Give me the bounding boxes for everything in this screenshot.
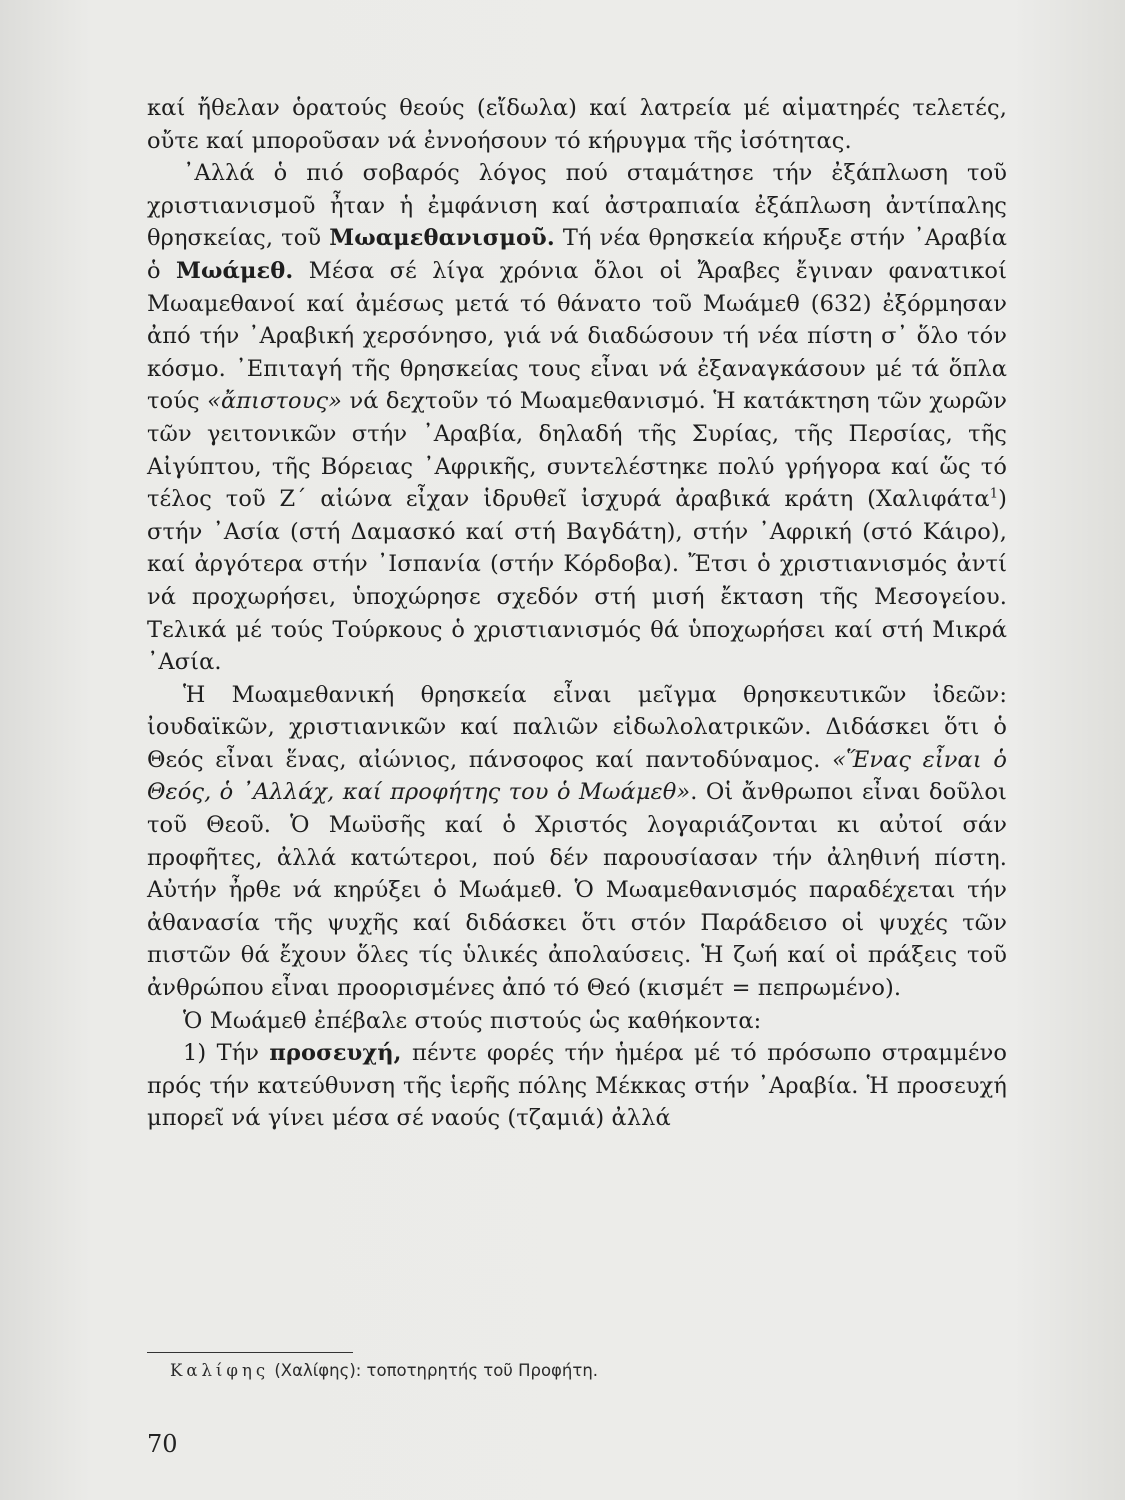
body-text [147,92,1007,1135]
page-number: 70 [147,1430,178,1458]
text-run: πέντε φορές τήν ἡμέρα μέ τό πρόσωπο στραμμένο πρός τήν κατεύθυνση τῆς ἱερῆς πόλης Μέκκας στήν ᾿Αραβία. Ἡ προσευχή μπορεῖ νά γίνει μέσα σέ ναούς (τζαμιά) ἀλλά [147,1040,1008,1132]
text-run: 1) Τήν [183,1040,270,1067]
text-run: καί ἤθελαν ὁρατούς θεούς (εἴδωλα) καί λατρεία μέ αἱματηρές τελετές, οὔτε καί μποροῦσαν νά ἐννοήσουν τό κήρυγμα τῆς ἰσότητας. [147,95,1007,154]
paragraph-5 [147,1037,1007,1135]
italic-quote: «Ἕνας εἶναι ὁ Θεός, ὁ ᾿Αλλάχ, καί προφήτης του ὁ Μωάμεθ» [147,746,1007,806]
footnote [170,1359,990,1383]
text-run: νά δεχτοῦν τό Μωαμεθανισμό. Ἡ κατάκτηση τῶν χωρῶν τῶν γειτονικῶν στήν ᾿Αραβία, δηλαδή τῆς Συρίας, τῆς Περσίας, τῆς Αἰγύπτου, τῆς Βόρειας ᾿Αφρικῆς, συντελέστηκε πολύ γρήγορα καί ὥς τό τέλος τοῦ Ζ΄ αἰώνα εἶχαν ἱδρυθεῖ ἰσχυρά ἀραβικά κράτη (Χαλιφάτα [147,388,1007,513]
text-run: ᾿Αλλά ὁ πιό σοβαρός λόγος πού σταμάτησε τήν ἐξάπλωση τοῦ χριστιανισμοῦ ἦταν ἡ ἐμφάνιση καί ἀστραπιαία ἐξάπλωση ἀντίπαλης θρησκείας, τοῦ [147,160,1007,252]
text-run: Τή νέα θρησκεία κήρυξε στήν ᾿Αραβία ὁ [147,225,1007,284]
bold-term: προσευχή, [269,1040,402,1067]
text-run: Μέσα σέ λίγα χρόνια ὅλοι οἱ Ἄραβες ἔγιναν φανατικοί Μωαμεθανοί καί ἀμέσως μετά τό θάνατο τοῦ Μωάμεθ (632) ἐξόρμησαν ἀπό τήν ᾿Αραβική χερσόνησο, γιά νά διαδώσουν τή νέα πίστη σ᾿ ὅλο τόν κόσμο. ᾿Επιταγή τῆς θρησκείας τους εἶναι νά ἐξαναγκάσουν μέ τά ὅπλα τούς [147,257,1007,415]
text-run: Ὁ Μωάμεθ ἐπέβαλε στούς πιστούς ὡς καθήκοντα: [183,1007,762,1034]
text-run: Ἡ Μωαμεθανική θρησκεία εἶναι μεῖγμα θρησκευτικῶν ἰδεῶν: ἰουδαϊκῶν, χριστιανικῶν καί παλιῶν εἰδωλολατρικῶν. Διδάσκει ὅτι ὁ Θεός εἶναι ἕνας, αἰώνιος, πάνσοφος καί παντοδύναμος. [147,681,1007,773]
italic-quote: «ἄπιστους» [207,388,343,415]
paragraph-3 [147,679,1007,1005]
paragraph-2 [147,157,1007,679]
text-run: ) στήν ᾿Ασία (στή Δαμασκό καί στή Βαγδάτη), στήν ᾿Αφρική (στό Κάιρο), καί ἀργότερα στήν ᾿Ισπανία (στήν Κόρδοβα). Ἔτσι ὁ χριστιανισμός ἀντί νά προχωρήσει, ὑποχώρησε σχεδόν στή μισή ἔκταση τῆς Μεσογείου. Τελικά μέ τούς Τούρκους ὁ χριστιανισμός θά ὑποχωρήσει καί στή Μικρά ᾿Ασία. [147,486,1007,676]
paragraph-4 [147,1005,1007,1038]
footnote-term: Καλίφης [170,1361,270,1380]
footnote-divider [147,1352,353,1353]
bold-term: Μωάμεθ. [176,257,294,284]
text-run: . Οἱ ἄνθρωποι εἶναι δοῦλοι τοῦ Θεοῦ. Ὁ Μωϋσῆς καί ὁ Χριστός λογαριάζονται κι αὐτοί σάν προφῆτες, ἀλλά κατώτεροι, πού δέν παρουσίασαν τήν ἀληθινή πίστη. Αὐτήν ἦρθε νά κηρύξει ὁ Μωάμεθ. Ὁ Μωαμεθανισμός παραδέχεται τήν ἀθανασία τῆς ψυχῆς καί διδάσκει ὅτι στόν Παράδεισο οἱ ψυχές τῶν πιστῶν θά ἔχουν ὅλες τίς ὑλικές ἀπολαύσεις. Ἡ ζωή καί οἱ πράξεις τοῦ ἀνθρώπου εἶναι προορισμένες ἀπό τό Θεό (κισμέτ = πεπρωμένο). [147,779,1007,1002]
footnote-marker: 1 [989,486,999,502]
bold-term: Μωαμεθανισμοῦ. [329,225,555,252]
footnote-definition: (Χαλίφης): τοποτηρητής τοῦ Προφήτη. [269,1361,599,1380]
paragraph-1 [147,92,1007,157]
